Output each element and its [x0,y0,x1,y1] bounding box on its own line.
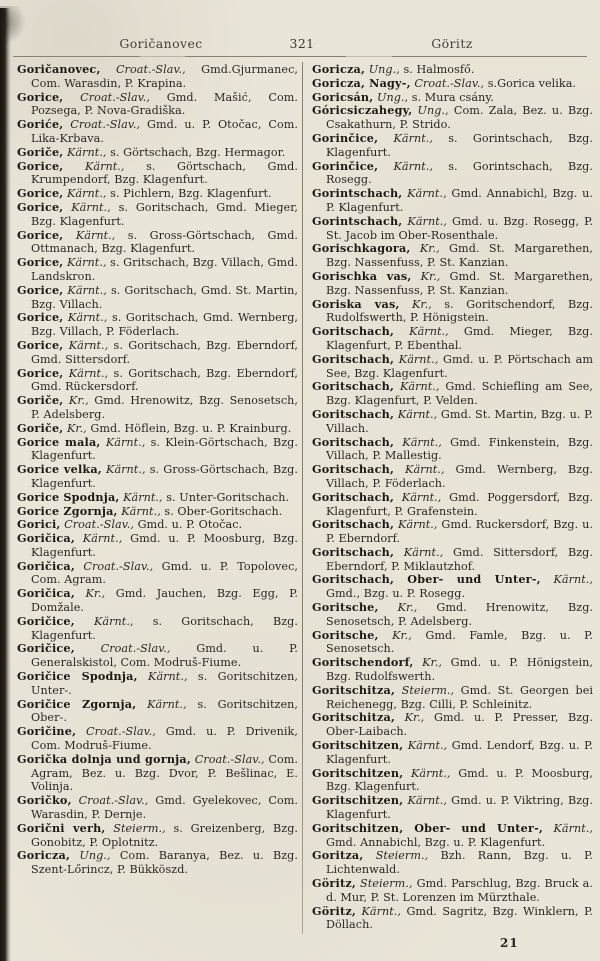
entry-headword: Goritschach, [312,379,395,394]
entry-region-abbr: Kr., [85,587,106,601]
entry-headword: Goritschitzen, [312,793,404,808]
left-column [17,63,298,877]
gazetteer-entry [312,380,593,408]
entry-headword: Gorintschach, [312,186,403,201]
entry-description: Gmd.Gjurmanec, Com. Warasdin, P. Krapina. [31,63,298,90]
entry-description: Gmd. Sagritz, Bzg. Winklern, P. Döllach. [326,904,594,932]
entry-region-abbr: Kr., [419,242,440,256]
entry-region-abbr: Ung., [368,63,400,76]
entry-region-abbr: Kärnt., [410,766,451,780]
entry-description: s. Gross-Görtschach, Gmd. Ottmanach, Bzg. Klagenfurt. [31,228,299,256]
entry-headword: Gorice Zgornja, [17,503,118,518]
entry-headword: Gorischka vas, [312,268,412,283]
entry-description: s. Gross-Görtschach, Bzg. Klagenfurt. [31,463,298,490]
entry-headword: Goričica, [17,531,75,546]
entry-description: Gmd. Famle, Bzg. u. P. Senosetsch. [326,628,593,656]
gazetteer-entry [17,463,298,491]
entry-description: s. Görtschach, Gmd. Krumpendorf, Bzg. Klagenfurt. [31,159,299,187]
entry-description: Gmd. u. P. Hönigstein, Bzg. Rudolfswerth. [326,656,594,684]
gazetteer-entry [17,256,298,284]
entry-description: s. Goritschach, Gmd. Mieger, Bzg. Klagenfurt. [31,200,298,228]
gazetteer-entry [17,367,298,395]
entry-headword: Goritschach, [312,489,395,504]
entry-description: Gmd. u. P. Otočac, Com. Lika-Krbava. [31,118,299,145]
gazetteer-entry [312,684,593,712]
entry-headword: Gorinčice, [312,158,379,173]
gazetteer-entry [17,187,298,201]
entry-region-abbr: Kärnt., [67,145,107,159]
entry-region-abbr: Kärnt., [393,159,433,173]
entry-region-abbr: Ung., [417,104,449,118]
gazetteer-entry [17,725,298,753]
entry-region-abbr: Kärnt., [405,463,445,477]
entry-description: s. Gorintschach, Bzg. Klagenfurt. [326,131,594,159]
entry-region-abbr: Kr., [404,711,425,725]
entry-region-abbr: Kärnt., [82,532,123,546]
gazetteer-entry [312,573,593,601]
gazetteer-entry [17,670,298,698]
entry-headword: Gorička dolnja und gornja, [17,751,191,766]
entry-description: Gmd. Lendorf, Bzg. u. P. Klagenfurt. [326,739,593,766]
gazetteer-entry [17,518,298,532]
entry-region-abbr: Kr., [397,601,418,615]
entry-region-abbr: Croat.-Slav., [70,118,141,132]
entry-description: Gmd. Finkenstein, Bzg. Villach, P. Mallestig. [326,435,593,463]
entry-headword: Goričice, [17,613,75,628]
gazetteer-entry [312,242,593,270]
entry-region-abbr: Kärnt., [403,545,444,559]
entry-region-abbr: Kärnt., [553,821,594,835]
entry-region-abbr: Croat.-Slav., [83,559,154,573]
entry-region-abbr: Kärnt., [68,338,109,352]
entry-region-abbr: Kärnt., [407,739,448,753]
entry-description: Gmd. St. Georgen bei Reichenegg, Bzg. Cilli, P. Schleinitz. [326,683,593,711]
entry-description: Gmd. St. Margarethen, Bzg. Nassenfuss, P. St. Kanzian. [326,242,594,270]
entry-headword: Gorice, [17,89,64,104]
entry-headword: Gorici, [17,517,61,532]
gazetteer-entry [312,849,593,877]
entry-region-abbr: Ung., [79,849,111,863]
entry-description: Bzh. Rann, Bzg. u. P. Lichtenwald. [326,849,593,877]
entry-description: Gmd., Bzg. u. P. Rosegg. [326,587,466,601]
gazetteer-entry [17,160,298,188]
entry-headword: Goričice, [17,641,75,656]
gazetteer-entry [312,187,593,215]
entry-description: s. Goritschitzen, Unter-. [31,670,299,697]
entry-region-abbr: Steierm., [401,683,455,697]
gazetteer-entry [312,325,593,353]
entry-region-abbr: Kr., [422,656,442,670]
gazetteer-entry [17,229,298,257]
entry-headword: Goričko, [17,793,72,808]
gazetteer-entry [17,615,298,643]
page-number: 321 [289,36,315,51]
gazetteer-entry [312,546,593,574]
entry-headword: Goricza, Nagy-, [312,75,411,90]
entry-description: s. Goritschitzen, Ober-. [31,697,298,725]
entry-headword: Goričine, [17,724,77,739]
entry-headword: Gorice mala, [17,434,101,449]
entry-region-abbr: Kärnt., [148,670,188,684]
entry-headword: Göritz, [312,876,356,891]
entry-description: Gmd. St. Martin, Bzg. u. P. Villach. [326,407,593,435]
entry-description: s. Unter-Goritschach. [166,490,290,504]
entry-description: s. Halmosfő. [403,63,475,76]
entry-headword: Goriče, [17,420,64,435]
entry-description: s. Goritschach, Bzg. Eberndorf, Gmd. Rückersdorf. [31,366,298,394]
entry-description: Gmd. u. P. Presser, Bzg. Ober-Laibach. [326,711,593,739]
running-head-right: Göritz [431,36,473,51]
entry-region-abbr: Croat.-Slav., [100,642,171,656]
entry-description: s. Goritschach, Bzg. Eberndorf, Gmd. Sittersdorf. [31,338,298,366]
entry-region-abbr: Kärnt., [553,573,593,587]
entry-headword: Gorice, [17,199,64,214]
entry-region-abbr: Croat.-Slav., [194,752,265,766]
entry-description: Gmd. Poggersdorf, Bzg. Klagenfurt, P. Grafenstein. [326,490,594,518]
gazetteer-entry [17,422,298,436]
entry-headword: Gorinčice, [312,130,379,145]
entry-description: Gmd. u. P. Topolovec, Com. Agram. [31,559,299,587]
entry-description: Gmd. u. Bzg. Rosegg, P. St. Jacob im Ober-Rosenthale. [326,214,594,242]
entry-region-abbr: Kärnt., [407,794,447,808]
column-divider [302,62,303,934]
gazetteer-entry [312,77,593,91]
gazetteer-entry [312,270,593,298]
entry-region-abbr: Kärnt., [68,366,109,380]
entry-description: Gmd. Ruckersdorf, Bzg. u. P. Eberndorf. [326,518,594,546]
entry-headword: Gorice, [17,282,64,297]
entry-headword: Goriče, [17,393,64,408]
entry-headword: Goričice Zgornja, [17,696,137,711]
gazetteer-entry [312,794,593,822]
entry-region-abbr: Croat.-Slav., [86,725,156,739]
entry-description: s. Goritschach, Gmd. Wernberg, Bzg. Villach, P. Föderlach. [31,311,299,339]
entry-region-abbr: Kärnt., [409,325,449,339]
entry-region-abbr: Kärnt., [401,490,442,504]
entry-region-abbr: Steierm., [113,821,166,835]
entry-description: s. Gorintschach, Bzg. Rosegg. [326,159,594,187]
entry-headword: Goricsán, [312,89,374,104]
entry-region-abbr: Kärnt., [402,435,442,449]
entry-region-abbr: Kärnt., [67,187,107,201]
entry-headword: Göritz, [312,903,356,918]
entry-description: Gmd. u. P. Otočac. [137,518,243,532]
entry-headword: Gorice, [17,186,64,201]
gazetteer-entry [17,560,298,588]
gazetteer-entry [17,284,298,312]
entry-headword: Goritsche, [312,627,379,642]
gazetteer-entry [312,408,593,436]
entry-description: Gmd. Mieger, Bzg. Klagenfurt, P. Ebenthal. [326,325,593,352]
gazetteer-entry [312,656,593,684]
gazetteer-entry [312,104,593,132]
entry-description: Gmd. Annabichl, Bzg. u. P. Klagenfurt. [326,187,593,214]
entry-region-abbr: Kärnt., [393,131,433,145]
entry-headword: Goritschitza, [312,710,396,725]
entry-description: s. Gritschach, Bzg. Villach, Gmd. Landskron. [31,256,299,283]
entry-region-abbr: Kärnt., [407,214,447,228]
gazetteer-entry [312,160,593,188]
entry-description: Gmd. u. P. Viktring, Bzg. Klagenfurt. [326,794,593,822]
entry-description: Gmd. St. Margarethen, Bzg. Nassenfuss, P. St. Kanzian. [326,269,593,297]
gazetteer-entry [17,311,298,339]
gazetteer-entry [312,822,593,850]
entry-description: Gmd. Mašić, Com. Pozsega, P. Nova-Gradiška. [31,90,299,118]
entry-headword: Gorice, [17,158,64,173]
entry-headword: Goriska vas, [312,296,400,311]
entry-headword: Goričice Spodnja, [17,669,138,684]
running-header [0,36,600,52]
entry-region-abbr: Kärnt., [398,352,439,366]
gazetteer-entry [312,63,593,77]
gazetteer-entry [17,822,298,850]
entry-description: Gmd. Hrenowitz, Bzg. Senosetsch, P. Adelsberg. [326,601,594,628]
entry-headword: Goritschach, [312,517,395,532]
gazetteer-entry [312,215,593,243]
gazetteer-entry [17,505,298,519]
entry-headword: Goritschitzen, [312,765,404,780]
right-column [312,63,593,932]
entry-description: Gmd. Sittersdorf, Bzg. Eberndorf, P. Miklautzhof. [326,545,593,573]
entry-region-abbr: Kärnt., [94,614,134,628]
entry-region-abbr: Kärnt., [399,380,440,394]
entry-description: Gmd. Jauchen, Bzg. Egg, P. Domžale. [31,587,299,615]
entry-region-abbr: Croat.-Slav., [64,518,134,532]
gazetteer-entry [312,905,593,933]
gazetteer-entry [17,532,298,560]
entry-region-abbr: Kärnt., [397,518,438,532]
entry-region-abbr: Steierm., [375,849,429,863]
entry-headword: Gorice Spodnja, [17,489,120,504]
entry-description: Gmd. Parschlug, Bzg. Bruck a. d. Mur, P. St. Lorenzen im Mürzthale. [326,877,593,904]
entry-description: Gmd. u. P. Drivenik, Com. Modruš-Fiume. [31,725,298,753]
entry-headword: Goritschitza, [312,682,396,697]
gazetteer-entry [17,91,298,119]
running-head-left: Goričanovec [119,36,203,51]
gazetteer-entry [312,436,593,464]
entry-headword: Goriče, [17,144,64,159]
entry-region-abbr: Kärnt., [71,200,111,214]
entry-description: Gmd. Hrenowitz, Bzg. Senosetsch, P. Adelsberg. [31,394,298,421]
entry-headword: Góricsiczahegy, [312,103,413,118]
entry-headword: Goritschach, Ober- und Unter-, [312,572,541,587]
gazetteer-entry [312,91,593,105]
gazetteer-entry [312,877,593,905]
gazetteer-entry [17,753,298,794]
entry-headword: Goricza, [17,848,71,863]
entry-headword: Gorischkagora, [312,241,411,256]
gazetteer-entry [312,629,593,657]
entry-headword: Goričanovec, [17,62,101,76]
entry-region-abbr: Croat.-Slav., [80,90,150,104]
gazetteer-entry [17,118,298,146]
gazetteer-entry [312,711,593,739]
entry-headword: Goritschach, [312,434,395,449]
entry-headword: Goritschitzen, Ober- und Unter-, [312,820,544,835]
entry-headword: Goriće, [17,117,64,132]
entry-region-abbr: Kr., [67,421,87,435]
entry-headword: Goritsche, [312,600,379,615]
entry-headword: Goritschitzen, [312,738,404,753]
entry-description: Gmd. Gyelekovec, Com. Warasdin, P. Dernje. [31,794,299,822]
entry-description: s. Greizenberg, Bzg. Gonobitz, P. Oplotnitz. [31,821,299,849]
entry-description: s. Goritschach, Gmd. St. Martin, Bzg. Villach. [31,283,298,311]
entry-headword: Gorični verh, [17,820,106,835]
entry-description: Gmd. u. P. Generalskistol, Com. Modruš-Fiume. [31,642,299,670]
gazetteer-entry [17,698,298,726]
entry-description: Gmd. Höflein, Bzg. u. P. Krainburg. [90,421,292,435]
gazetteer-entry [312,463,593,491]
entry-headword: Gorintschach, [312,213,403,228]
entry-region-abbr: Kärnt., [397,407,438,421]
entry-region-abbr: Kärnt., [123,490,163,504]
entry-description: s. Klein-Görtschach, Bzg. Klagenfurt. [31,435,299,463]
entry-headword: Goritschendorf, [312,655,414,670]
entry-region-abbr: Ung., [376,90,409,104]
entry-headword: Goričica, [17,558,75,573]
entry-region-abbr: Kärnt., [67,311,108,325]
gazetteer-entry [312,491,593,519]
entry-description: s. Goritschendorf, Bzg. Rudolfswerth, P. Hönigstein. [326,297,593,325]
gazetteer-entry [17,794,298,822]
entry-headword: Goritschach, [312,462,395,477]
gazetteer-entry [312,353,593,381]
gazetteer-entry [17,394,298,422]
signature-number: 21 [500,936,519,950]
entry-region-abbr: Croat.-Slav., [414,76,485,90]
entry-headword: Goricza, [312,62,366,76]
entry-region-abbr: Croat.-Slav., [78,794,149,808]
gazetteer-entry [312,132,593,160]
gazetteer-entry [17,436,298,464]
entry-headword: Goritschach, [312,351,395,366]
entry-headword: Goritschach, [312,324,395,339]
entry-region-abbr: Kr., [68,394,89,408]
entry-headword: Gorice velka, [17,462,102,477]
entry-description: Gmd. Wernberg, Bzg. Villach, P. Föderlach. [326,463,594,490]
entry-region-abbr: Kärnt., [67,283,107,297]
gazetteer-entry [312,518,593,546]
entry-region-abbr: Kärnt., [84,159,125,173]
entry-headword: Goričica, [17,586,75,601]
gazetteer-entry [312,739,593,767]
gazetteer-entry [312,298,593,326]
entry-description: Gmd. u. P. Moosburg, Bzg. Klagenfurt. [31,532,299,559]
gazetteer-entry [17,146,298,160]
entry-description: s. Goritschach, Bzg. Klagenfurt. [31,614,298,642]
entry-description: Gmd. Schiefling am See, Bzg. Klagenfurt, P. Velden. [326,380,593,408]
entry-headword: Goritschach, [312,406,395,421]
entry-headword: Gorice, [17,227,64,242]
entry-headword: Gorice, [17,365,64,380]
gazetteer-entry [17,587,298,615]
entry-headword: Goritza, [312,848,364,863]
entry-headword: Gorice, [17,255,64,270]
entry-description: s. Mura csány. [411,90,494,104]
entry-region-abbr: Kr., [420,269,441,283]
gazetteer-entry [312,767,593,795]
entry-description: s.Gorica velika. [487,76,577,90]
entry-region-abbr: Kärnt., [361,904,401,918]
entry-description: Gmd. u. P. Pörtschach am See, Bzg. Klagenfurt. [326,352,594,380]
entry-description: s. Ober-Goritschach. [164,504,283,518]
gazetteer-entry [17,642,298,670]
entry-region-abbr: Steierm., [360,877,413,891]
entry-description: Gmd. u. P. Moosburg, Bzg. Klagenfurt. [326,766,593,794]
book-gutter-shadow [0,8,11,961]
entry-description: s. Görtschach, Bzg. Hermagor. [110,145,286,159]
entry-region-abbr: Kärnt., [407,187,447,201]
entry-region-abbr: Kr., [412,297,432,311]
entry-description: Com. Zala, Bez. u. Bzg. Csakathurn, P. Strido. [326,104,593,132]
entry-description: Com. Baranya, Bez. u. Bzg. Szent-Lőrincz, P. Bükköszd. [31,849,299,877]
entry-region-abbr: Croat.-Slav., [115,63,186,76]
header-rule [13,56,587,57]
entry-headword: Gorice, [17,337,64,352]
entry-description: Gmd. Annabichl, Bzg. u. P. Klagenfurt. [326,835,546,849]
entry-region-abbr: Kärnt., [75,228,116,242]
entry-headword: Goritschach, [312,544,395,559]
entry-region-abbr: Kärnt., [121,504,161,518]
gazetteer-entry [17,849,298,877]
entry-region-abbr: Kärnt., [106,463,146,477]
entry-region-abbr: Kärnt., [67,256,107,270]
entry-description: Com. Agram, Bez. u. Bzg. Dvor, P. Bešlinac, E. Volinja. [31,752,298,794]
entry-region-abbr: Kr., [392,628,412,642]
gazetteer-entry [17,63,298,91]
entry-region-abbr: Kärnt., [105,435,146,449]
entry-headword: Gorice, [17,310,64,325]
gazetteer-entry [17,201,298,229]
entry-description: s. Pichlern, Bzg. Klagenfurt. [110,187,272,201]
gazetteer-entry [17,491,298,505]
gazetteer-entry [17,339,298,367]
entry-region-abbr: Kärnt., [147,697,187,711]
gazetteer-entry [312,601,593,629]
